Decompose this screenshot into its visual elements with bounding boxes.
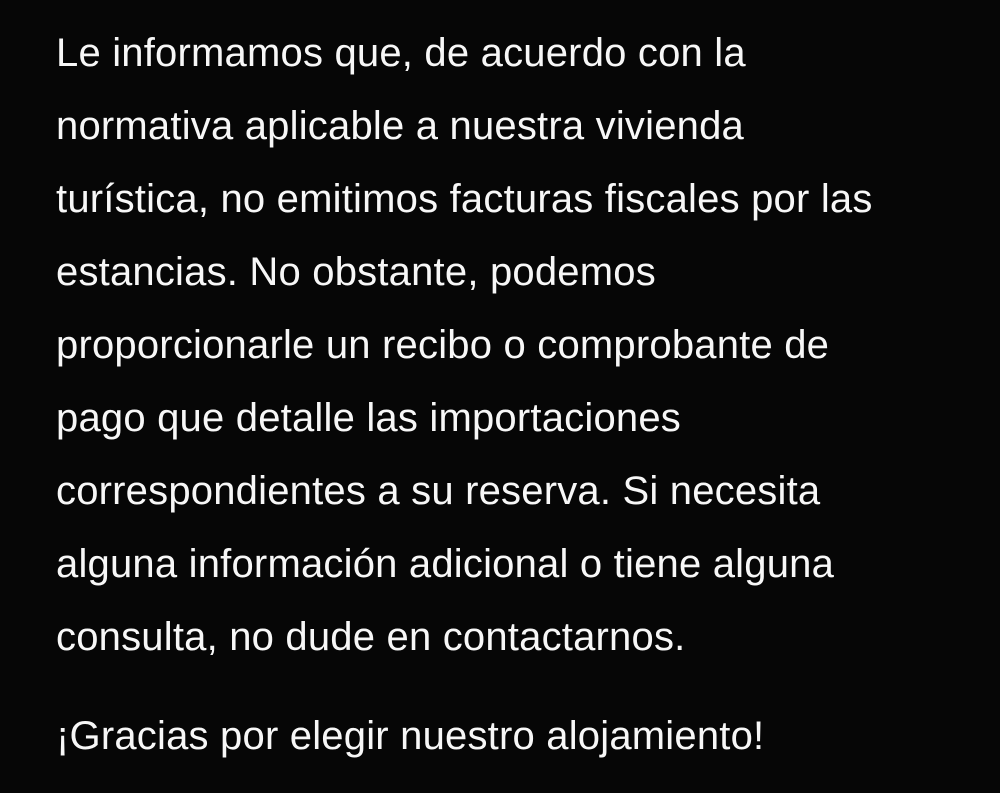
text-line: Le informamos que, de acuerdo con la (56, 31, 746, 75)
text-line: proporcionarle un recibo o comprobante de (56, 323, 830, 367)
text-line: turística, no emitimos facturas fiscales por las (56, 177, 873, 221)
text-line: correspondientes a su reserva. Si necesita (56, 469, 821, 513)
text-line: alguna información adicional o tiene alguna (56, 542, 835, 586)
notice-paragraph-main (56, 17, 980, 674)
text-line: pago que detalle las importaciones (56, 396, 681, 440)
notice-paragraph-closing (56, 700, 980, 773)
text-line: ¡Gracias por elegir nuestro alojamiento! (56, 714, 765, 758)
text-line: normativa aplicable a nuestra vivienda (56, 104, 744, 148)
text-line: estancias. No obstante, podemos (56, 250, 656, 294)
text-line: consulta, no dude en contactarnos. (56, 615, 686, 659)
notice-message (56, 17, 980, 773)
